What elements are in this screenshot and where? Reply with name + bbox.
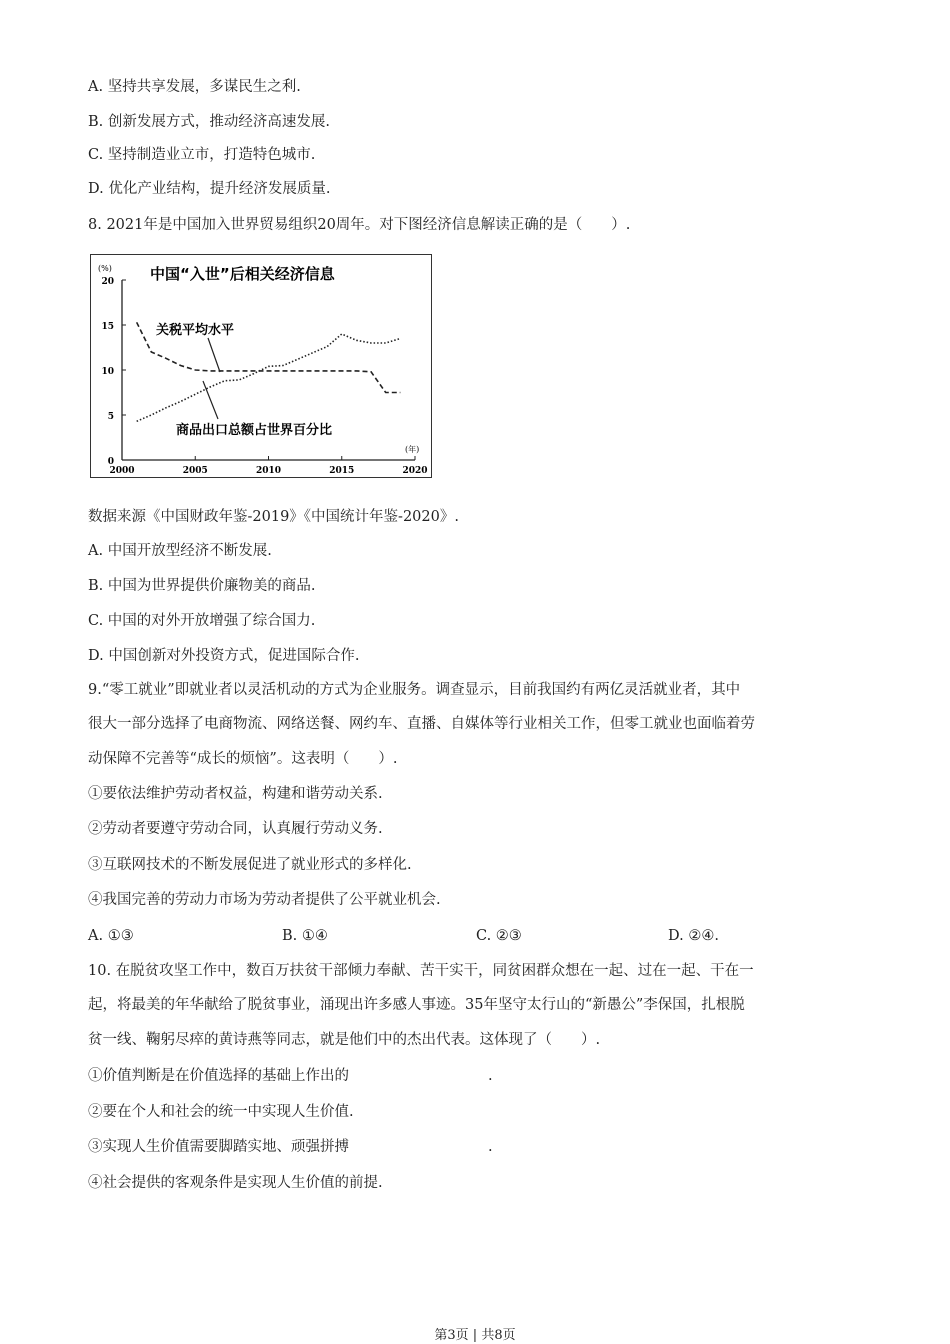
x-tick-label: 2000 [109, 466, 135, 476]
q9-item-1: ①要依法维护劳动者权益，构建和谐劳动关系. [88, 786, 383, 802]
q7-option-c: C. 坚持制造业立市，打造特色城市. [88, 147, 316, 163]
q10-stem-line: 10. 在脱贫攻坚工作中，数百万扶贫干部倾力奉献、苦干实干，同贫困群众想在一起、过在一起、干在一 [88, 963, 754, 979]
y-tick-label: 15 [101, 322, 114, 332]
x-tick-label: 2010 [255, 466, 282, 476]
y-tick-label: 10 [101, 367, 114, 377]
page-footer: 第3页 | 共8页 [434, 1328, 516, 1343]
economic-chart [90, 254, 435, 482]
y-tick-label: 20 [101, 277, 114, 287]
q9-item-4: ④我国完善的劳动力市场为劳动者提供了公平就业机会. [88, 892, 441, 908]
q7-option-a: A. 坚持共享发展，多谋民生之利. [88, 79, 301, 95]
series-line-1 [137, 334, 401, 421]
q10-stem-line: 贫一线、鞠躬尽瘁的黄诗燕等同志，就是他们中的杰出代表。这体现了（ ）. [88, 1032, 601, 1048]
q9-option-b: B. ①④ [282, 928, 328, 944]
y-tick-label: 0 [107, 457, 114, 467]
x-tick-label: 2020 [402, 466, 428, 476]
q10-item-1: ①价值判断是在价值选择的基础上作出的 [88, 1068, 349, 1084]
x-axis-label: (年) [405, 445, 420, 454]
q9-item-3: ③互联网技术的不断发展促进了就业形式的多样化. [88, 857, 412, 873]
x-tick-label: 2005 [182, 466, 208, 476]
q9-option-c: C. ②③ [476, 928, 522, 944]
q10-stem-line: 起，将最美的年华献给了脱贫事业，涌现出许多感人事迹。35年坚守太行山的“新愚公”李保国，扎根脱 [88, 997, 745, 1013]
q10-item-3: ③实现人生价值需要脚踏实地、顽强拼搏 [88, 1139, 349, 1155]
q9-stem-line: 9.“零工就业”即就业者以灵活机动的方式为企业服务。调查显示，目前我国约有两亿灵活就业者，其中 [88, 682, 741, 698]
y-axis-label: (%) [98, 264, 112, 273]
q8-stem: 8. 2021年是中国加入世界贸易组织20周年。对下图经济信息解读正确的是（ ）. [88, 217, 631, 233]
chart-title: 中国“入世”后相关经济信息 [150, 265, 335, 283]
q9-option-d: D. ②④. [668, 928, 719, 944]
series-label: 商品出口总额占世界百分比 [176, 423, 333, 438]
q8-option-a: A. 中国开放型经济不断发展. [88, 543, 272, 559]
period-mark: . [488, 1139, 493, 1155]
q8-option-d: D. 中国创新对外投资方式，促进国际合作. [88, 648, 360, 664]
q9-option-a: A. ①③ [88, 928, 134, 944]
q7-option-b: B. 创新发展方式，推动经济高速发展. [88, 114, 330, 130]
q7-option-d: D. 优化产业结构，提升经济发展质量. [88, 181, 331, 197]
q8-option-b: B. 中国为世界提供价廉物美的商品. [88, 578, 316, 594]
x-tick-label: 2015 [329, 466, 355, 476]
q8-source: 数据来源《中国财政年鉴-2019》《中国统计年鉴-2020》. [88, 509, 459, 525]
y-tick-label: 5 [107, 412, 114, 422]
period-mark: . [488, 1068, 493, 1084]
q9-stem-line: 动保障不完善等“成长的烦恼”。这表明（ ）. [88, 751, 398, 767]
series-label: 关税平均水平 [156, 323, 235, 338]
series-pointer [208, 338, 220, 372]
q10-item-4: ④社会提供的客观条件是实现人生价值的前提. [88, 1175, 383, 1191]
q9-item-2: ②劳动者要遵守劳动合同，认真履行劳动义务. [88, 821, 383, 837]
q10-item-2: ②要在个人和社会的统一中实现人生价值. [88, 1104, 354, 1120]
q8-option-c: C. 中国的对外开放增强了综合国力. [88, 613, 316, 629]
q9-stem-line: 很大一部分选择了电商物流、网络送餐、网约车、直播、自媒体等行业相关工作，但零工就业也面临着劳 [88, 716, 755, 732]
